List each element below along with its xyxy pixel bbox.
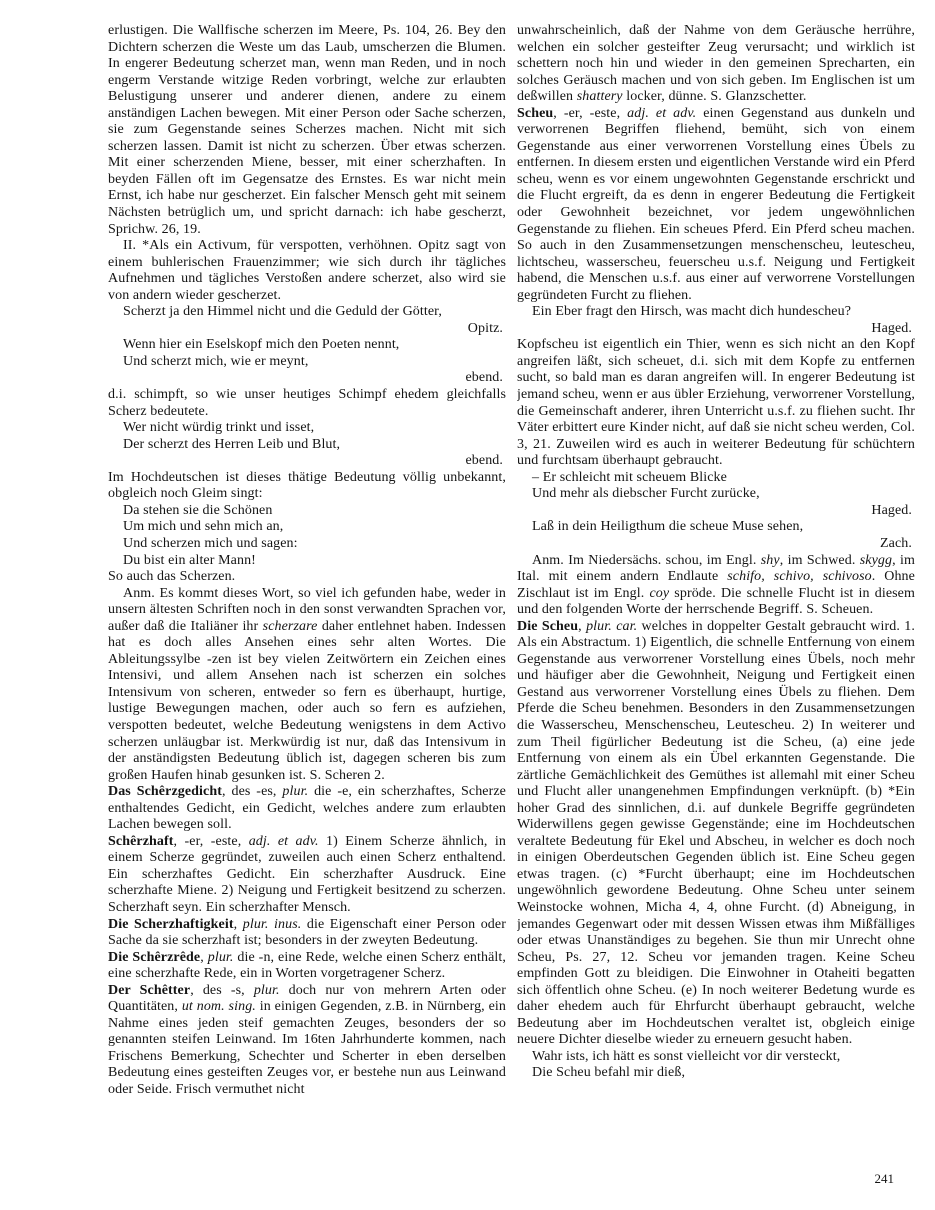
- source-attribution: ebend.: [465, 453, 503, 469]
- source-attribution: ebend.: [465, 370, 503, 386]
- dictionary-entry: Das Schêrzgedicht, des -es, plur. die -e, ein scherzhaftes, Scherze enthaltendes Gedicht, ein Gedicht, welches andere zum erlaubten Lachen bewegen soll.: [108, 784, 506, 833]
- verse-line: Der scherzt des Herren Leib und Blut,: [123, 436, 341, 452]
- verse-line: Wenn hier ein Eselskopf mich den Poeten nennt,: [123, 337, 400, 353]
- verse-line: – Er schleicht mit scheuem Blicke: [532, 469, 727, 485]
- verse-line: Du bist ein alter Mann!: [123, 552, 256, 568]
- left-column: [108, 23, 506, 1190]
- paragraph: d.i. schimpft, so wie unser heutiges Schimpf ehedem gleichfalls Scherz bedeutete.: [108, 387, 506, 419]
- verse-line: Ein Eber fragt den Hirsch, was macht dich hundescheu?: [532, 304, 852, 320]
- source-attribution: Opitz.: [467, 320, 503, 336]
- dictionary-entry: Schêrzhaft, -er, -este, adj. et adv. 1) Einem Scherze ähnlich, in einem Scherze gegründet, zuweilen auch einen Scherz enthaltend. Ein scherzhaftes Gedicht. Ein scherzhafter Ausdruck. Eine scherzhafte Miene. 2) Neigung und Fertigkeit besitzend zu scherzen. Scherzhaft seyn. Ein scherzhafter Mensch.: [108, 833, 506, 915]
- source-attribution: Zach.: [880, 535, 912, 551]
- dictionary-entry: Scheu, -er, -este, adj. et adv. einen Gegenstand aus dunkeln und verworrenen Begriffen fliehend, bemüht, sich von einem Gegenstande aus einer verworrenen Vorstellung eines Übels zu entfernen. In diesem ersten und eigentlichen Verstande wird ein Pferd scheu, wenn es vor einem ungewohnten Gegenstande erschrickt und die Flucht ergreift, da es denn in engerer Bedeutung die Fertigkeit oder Gewohnheit bezeichnet, vor jedem ungewöhnlichen Gegenstande zu fliehen. Ein scheues Pferd. Ein Pferd scheu machen. So auch in den Zusammensetzungen menschenscheu, leutescheu, lichtscheu, wasserscheu, feuerscheu u.s.f. Neigung und Fertigkeit habend, die Menschen u.s.f. aus einer auf verworrene Vorstellungen gegründeten Furcht zu fliehen.: [517, 105, 915, 303]
- page-number: 241: [874, 1171, 894, 1186]
- dictionary-entry: Die Schêrzrêde, plur. die -n, eine Rede, welche einen Scherz enthält, eine scherzhafte Rede, ein in Worten vorgetragener Scherz.: [108, 949, 506, 982]
- paragraph: erlustigen. Die Wallfische scherzen im Meere, Ps. 104, 26. Bey den Dichtern scherzen die Weste um das Laub, umscherzen die Blumen. In engerer Bedeutung scherzet man, wenn man Reden, und in noch engerm Verstande witzige Reden vorbringt, welche zur erlaubten Belustigung unserer und anderer dienen, andere zu einem anständigen Lachen bewegen. Mit einer Person oder Sache scherzen, sie zum Gegenstande seines Scherzes machen. Nicht mit sich scherzen lassen. Damit ist nicht zu scherzen. Über etwas scherzen. Mit einer scherzenden Miene, besser, mit einer scherzhaften. In beyden Fällen oft im Gegensatze des Ernstes. Es war nicht mein Ernst, ich habe nur gescherzet. Ein falscher Mensch geht mit seinem Nächsten betrüglich um, und spricht darnach: ich habe gescherzt, Sprichw. 26, 19.: [108, 23, 506, 237]
- source-attribution: Haged.: [871, 320, 912, 336]
- verse-line: Um mich und sehn mich an,: [123, 519, 284, 535]
- source-attribution: Haged.: [871, 502, 912, 518]
- dictionary-entry: Der Schêtter, des -s, plur. doch nur von mehrern Arten oder Quantitäten, ut nom. sing. in einigen Gegenden, z.B. in Nürnberg, ein Nahme eines jeden steif gemachten Zeuges, besonders der so genannten steifen Leinwand. Im 16ten Jahrhunderte kommen, nach Frischens Bemerkung, Schechter und Scherter in eben derselben Bedeutung eines gesteiften Zeuges vor, er bestehe nun aus Leinwand oder Seide. Frisch vermuthet nicht: [108, 982, 506, 1097]
- verse-line: Wahr ists, ich hätt es sonst vielleicht vor dir versteckt,: [532, 1048, 841, 1064]
- verse-line: Da stehen sie die Schönen: [123, 502, 273, 518]
- dictionary-entry: Die Scheu, plur. car. welches in doppelter Gestalt gebraucht wird. 1. Als ein Abstractum. 1) Eigentlich, die schnelle Entfernung von einem Gegenstande aus verworrener Vorstellung eines Übels, noch mehr und häufiger aber die Gewohnheit, Neigung und Fertigkeit einen Gestand aus verworrener Vorstellung eines Übels zu fliehen. Dem Pferde die Scheu benehmen. Besonders in den Zusammensetzungen die Wasserscheu, Menschenscheu, Leutescheu. 2) In weiterer und zum Theil figürlicher Bedeutung ist die Scheu, (a) eine jede Entfernung von einem als ein Übel erkannten Gegenstande. Die zärtliche Gemächlichkeit des Gemüthes ist allemahl mit einer Scheu und Flucht aller unangenehmen Empfindungen verknüpft. (b) *Ein hoher Grad des sinnlichen, d.i. auf dunkele Begriffe gegründeten Widerwillens gegen gewisse Gegenstände; eine im Hochdeutschen veraltete Bedeutung für Ekel und Abscheu, in welcher es doch noch in einigen Oberdeutschen Gegenden üblich ist. Eine Scheu gegen etwas tragen. (c) *Furcht überhaupt; eine im Hochdeutschen ungewöhnlich gewordene Bedeutung. Ohne Scheu unter seinem Weinstocke wohnen, Micha 4, 4, ohne Furcht. (d) Abneigung, in jemandes Gegenwart oder mit dessen Wissen etwas ihm Mißfälliges oder etwas Unanständiges zu begehen. Sie thun mir Unrecht ohne Scheu, Ps. 27, 12. Scheu vor jemanden tragen. Keine Scheu empfinden Gott zu bleidigen. Die Einwohner in Otaheiti begatten sich öffentlich ohne Scheu. (e) In noch weiterer Bedetung wurde es daher ehedem auch für Ehrfurcht überhaupt gebraucht, welche Bedeutung aber im Hochdeutschen veraltet ist, obgleich einige neuere Dichter dieselbe wieder zu erneuern gesucht haben.: [517, 618, 915, 1048]
- paragraph: II. *Als ein Activum, für verspotten, verhöhnen. Opitz sagt von einem buhlerischen Frauenzimmer; wie sich durch ihr tägliches Aufnehmen und tägliches Verstoßen andere scherzet, also wird sie von andern wieder gescherzet.: [108, 238, 506, 303]
- dictionary-entry: Die Scherzhaftigkeit, plur. inus. die Eigenschaft einer Person oder Sache da sie scherzhaft ist; besonders in der zweyten Bedeutung.: [108, 916, 506, 949]
- paragraph: Im Hochdeutschen ist dieses thätige Bedeutung völlig unbekannt, obgleich noch Gleim singt:: [108, 469, 506, 502]
- paragraph: unwahrscheinlich, daß der Nahme von dem Geräusche herrühre, welchen ein solcher gesteifter Zeug verursacht; und wirklich ist schettern noch hin und wieder in den gemeinen Sprecharten, ein solches Geräusch machen und von sich geben. Im Englischen ist um deßwillen shattery locker, dünne. S. Glanzschetter.: [517, 23, 915, 105]
- paragraph: So auch das Scherzen.: [108, 569, 236, 585]
- verse-line: Wer nicht würdig trinkt und isset,: [123, 420, 315, 436]
- paragraph: Kopfscheu ist eigentlich ein Thier, wenn es sich nicht an den Kopf angreifen läßt, sich scheuet, d.i. sich mit dem Kopfe zu entfernen sucht, so bald man es daran angreifen will. In engerer Bedeutung ist jemand scheu, wenn er aus übler Erziehung, verworrener Vorstellung, die Gemeinschaft anderer, ihren Unterricht u.s.f. zu fliehen sucht. Ihr Väter erbittert eure Kinder nicht, auf daß sie nicht scheu werden, Col. 3, 21. Zuweilen wird es auch in weiterer Bedeutung für schüchtern und furchtsam überhaupt gebraucht.: [517, 337, 915, 469]
- verse-line: Und scherzt mich, wie er meynt,: [123, 353, 309, 369]
- right-column: [517, 23, 915, 1190]
- verse-line: Scherzt ja den Himmel nicht und die Geduld der Götter,: [123, 304, 442, 320]
- paragraph: Anm. Es kommt dieses Wort, so viel ich gefunden habe, weder in unsern ältesten Schriften noch in den sonst verwandten Sprachen vor, außer daß die Italiäner ihr scherzare daher entlehnet haben. Indessen hat es doch alles Ansehen eines sehr alten Wortes. Die Ableitungssylbe -zen ist bey vielen Zeitwörtern ein Zeichen eines Intensivi, und allem Ansehen nach ist scherzen ein solches Intensivum von scheren, entweder so fern es überhaupt, hurtige, lustige Bewegungen machen, oder auch so fern es aufziehen, verspotten bedeutet, welche Bedeutung wenigstens in dem Activo scherzen unläugbar ist. Merkwürdig ist nur, daß das Intensivum in der anständigsten Bedeutung üblich ist, dagegen scheren bis zum großen Haufen hinab gesunken ist. S. Scheren 2.: [108, 585, 506, 783]
- verse-line: Laß in dein Heiligthum die scheue Muse sehen,: [532, 519, 804, 535]
- verse-line: Die Scheu befahl mir dieß,: [532, 1065, 686, 1081]
- verse-line: Und scherzen mich und sagen:: [123, 535, 298, 551]
- paragraph: Anm. Im Niedersächs. schou, im Engl. shy, im Schwed. skygg, im Ital. mit einem andern Endlaute schifo, schivo, schivoso. Ohne Zischlaut ist im Engl. coy spröde. Die schnelle Flucht ist in diesem und den folgenden Worte der herrschende Begriff. S. Scheuen.: [517, 552, 915, 618]
- text-area: [108, 23, 915, 1190]
- verse-line: Und mehr als diebscher Furcht zurücke,: [532, 486, 760, 502]
